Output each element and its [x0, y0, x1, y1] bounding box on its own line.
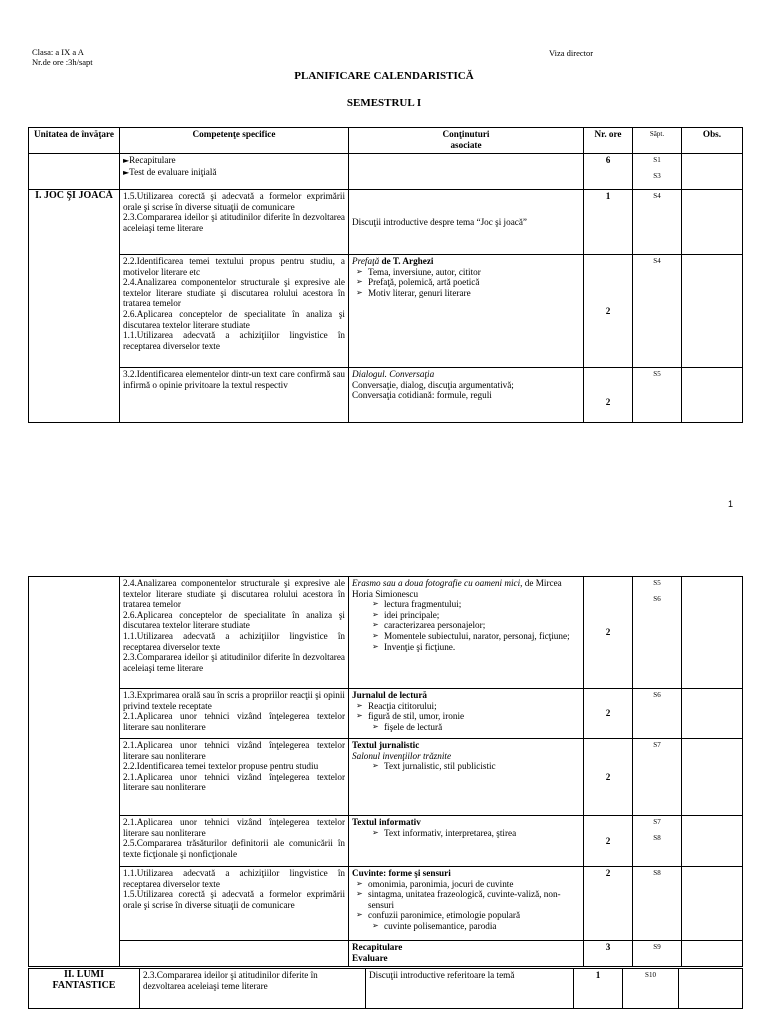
table-row: 2.1.Aplicarea unor tehnici vizând înţelegerea textelor literare sau nonliterare 2.5.Compararea trăsăturilor definitorii ale comunicării în texte ficţionale şi nonficţionale Textul informativ ➢ Text informativ, interpretarea, ştirea 2 S7 S8 [29, 816, 743, 867]
col-header-obs: Obs. [682, 128, 743, 154]
unit-joc-si-joaca: I. JOC ŞI JOACĂ [29, 190, 120, 423]
col-header-ore: Nr. ore [584, 128, 633, 154]
col-header-unit: Unitatea de învăţare [29, 128, 120, 154]
page-number: 1 [728, 499, 734, 509]
class-line: Clasa: a IX a A [32, 47, 84, 57]
table-row: 1.3.Exprimarea orală sau în scris a propriilor reacţii şi opinii privind textele receptate 2.1.Aplicarea unor tehnici vizând înţelegerea textelor literare sau nonliterare Jurnalul de lectură ➢ Reacţia cititorului; ➢ figură de stil, umor, ironie ➢ fişele de lectură 2 S6 [29, 689, 743, 739]
planning-table-page2 [28, 576, 743, 967]
table-row: Recapitulare Evaluare 3 S9 [29, 941, 743, 967]
col-header-sapt: Săpt. [633, 128, 682, 154]
table-row: 2.1.Aplicarea unor tehnici vizând înţelegerea textelor literare sau nonliterare 2.2.Identificarea temei textelor propuse pentru studiu 2.1.Aplicarea unor tehnici vizând înţelegerea textelor literare sau nonliterare Textul jurnalistic Salonul invenţiilor trăznite ➢ Text jurnalistic, stil publicistic 2 S7 [29, 739, 743, 816]
planning-table-page2-lastrow [28, 968, 743, 1009]
table-row: II. LUMI FANTASTICE 2.3.Compararea ideilor şi atitudinilor diferite în dezvoltarea aceleiaşi teme literare Discuţii introductive referitoare la temă 1 S10 [29, 969, 743, 1009]
table-row: 2.4.Analizarea componentelor structurale şi expresive ale textelor literare studiate şi discutarea rolului acestora în tratarea temelor 2.6.Aplicarea conceptelor de specialitate în analiza şi discutarea textelor literare studiate 1.1.Utilizarea adecvată a achiziţiilor lingvistice în receptarea diverselor texte 2.3.Compararea ideilor şi atitudinilor diferite în dezvoltarea aceleiaşi teme literare Erasmo sau a doua fotografie cu oameni mici, de Mircea Horia Simionescu ➢ lectura fragmentului; ➢ idei principale; ➢ caracterizarea personajelor; ➢ Momentele subiectului, narator, personaj, ficţiune; ➢ Invenţie şi ficţiune. 2 S5 S6 [29, 577, 743, 689]
recap-list: ► Recapitulare ► Test de evaluare iniţială [120, 154, 349, 190]
semester-title: SEMESTRUL I [346, 97, 422, 109]
planning-table-page1 [28, 127, 743, 423]
table-row: 1.1.Utilizarea adecvată a achiziţiilor lingvistice în receptarea diverselor texte 1.5.Utilizarea corectă şi adecvată a formelor exprimării orale şi scrise în diverse situaţii de comunicare Cuvinte: forme şi sensuri ➢ omonimia, paronimia, jocuri de cuvinte ➢ sintagma, unitatea frazeologică, cuvinte-valiză, non-sensuri ➢ confuzii paronimice, etimologie populară ➢ cuvinte polisemantice, parodia 2 S8 [29, 867, 743, 941]
table-row: 2.2.Identificarea temei textului propus pentru studiu, a motivelor literare etc 2.4.Analizarea componentelor structurale şi expresive ale textelor literare studiate şi discutarea rolului acestora în tratarea temelor 2.6.Aplicarea conceptelor de specialitate în analiza şi discutarea textelor literare studiate 1.1.Utilizarea adecvată a achiziţiilor lingvistice în receptarea diverselor texte Prefaţă de T. Arghezi ➢ Tema, inversiune, autor, cititor ➢ Prefaţă, polemică, artă poetică ➢ Motiv literar, genuri literare 2 S4 [29, 255, 743, 368]
table-header-row [29, 128, 743, 154]
table-row: I. JOC ŞI JOACĂ 1.5.Utilizarea corectă şi adecvată a formelor exprimării orale şi scrise în diverse situaţii de comunicare 2.3.Compararea ideilor şi atitudinilor diferite în dezvoltarea aceleiaşi teme literare Discuţii introductive despre tema “Joc şi joacă” 1 S4 [29, 190, 743, 255]
col-header-cont: Conţinuturi asociate [349, 128, 584, 154]
unit-lumi-fantastice: II. LUMI FANTASTICE [29, 969, 140, 1009]
document-header-left [32, 47, 93, 67]
table-row: 3.2.Identificarea elementelor dintr-un text care confirmă sau infirmă o opinie privitoare la textul respectiv Dialogul. Conversaţia Conversaţie, dialog, discuţia argumentativă; Conversaţia cotidiană: formule, reguli 2 S5 [29, 368, 743, 423]
page-title: PLANIFICARE CALENDARISTICĂ [294, 70, 474, 82]
col-header-comp: Competenţe specifice [120, 128, 349, 154]
viza-director: Viza director [549, 48, 594, 58]
table-row: ► Recapitulare ► Test de evaluare iniţială 6 S1 S3 [29, 154, 743, 190]
hours-line: Nr.de ore :3h/sapt [32, 57, 93, 67]
